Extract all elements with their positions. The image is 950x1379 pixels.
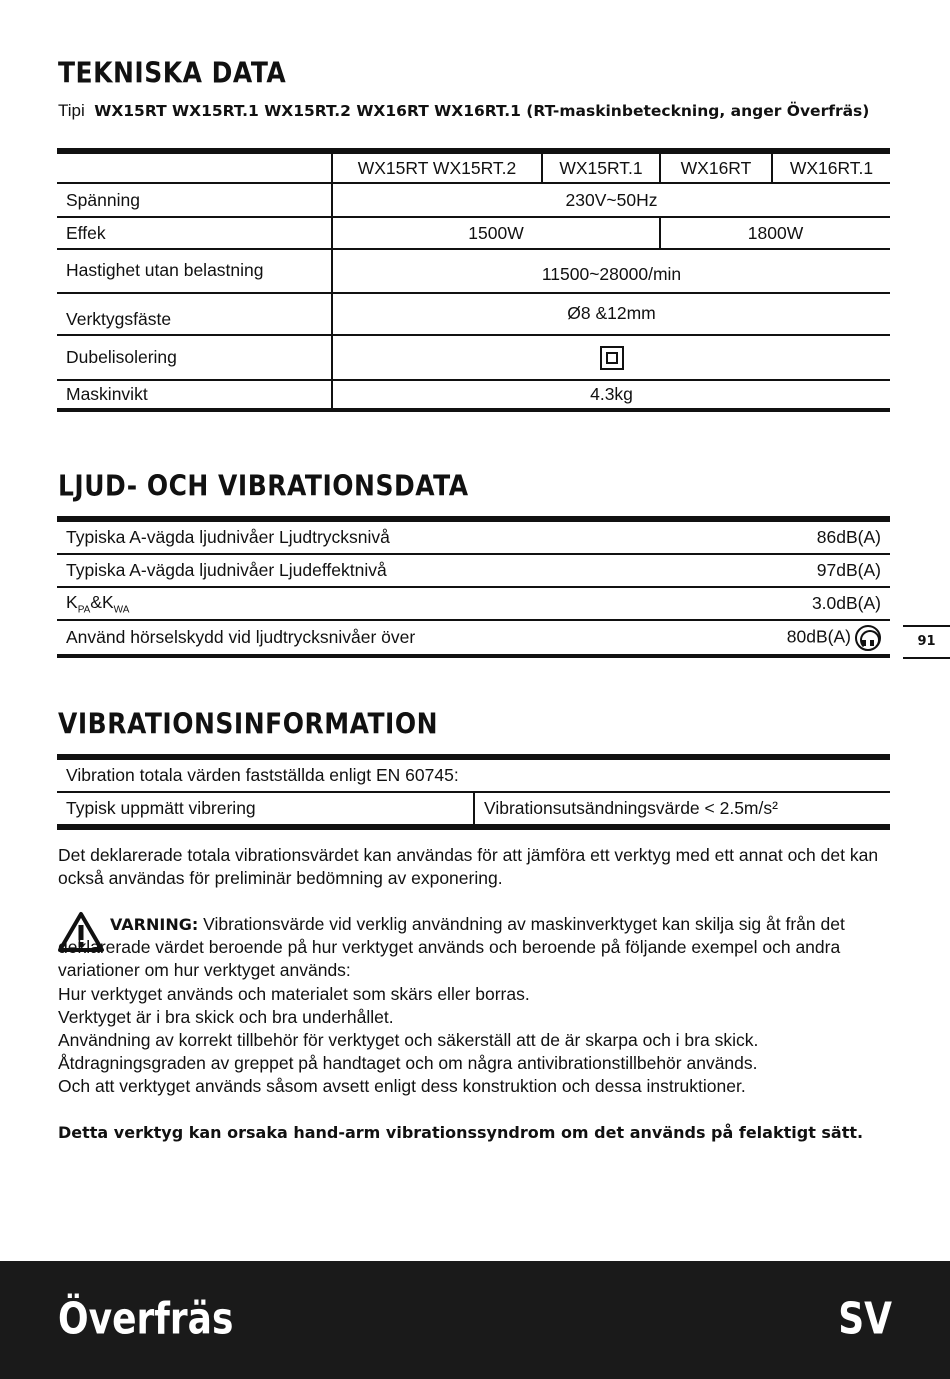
section-heading-technical-data: TEKNISKA DATA	[58, 56, 287, 90]
row-label-voltage: Spänning	[57, 183, 332, 217]
row-label-speed: Hastighet utan belastning	[57, 249, 332, 293]
sound-data-table	[57, 516, 890, 658]
table-row	[57, 620, 890, 656]
value-collet: Ø8 &12mm	[332, 293, 890, 335]
page-number: 91	[903, 625, 950, 659]
vibration-emission-value: Vibrationsutsändningsvärde < 2.5m/s²	[474, 792, 890, 827]
footer-product-title: Överfräs	[58, 1295, 234, 1345]
table-row	[57, 217, 890, 249]
table-row	[57, 792, 890, 827]
column-header: WX15RT WX15RT.2	[332, 151, 542, 183]
type-models: WX15RT WX15RT.1 WX15RT.2 WX16RT WX16RT.1 (RT-maskinbeteckning, anger Överfräs)	[94, 102, 870, 120]
warning-label: VARNING:	[110, 915, 199, 934]
type-prefix: Tipi	[58, 101, 85, 120]
table-row	[57, 335, 890, 380]
row-value: 80dB(A)	[786, 626, 851, 647]
table-row	[57, 293, 890, 335]
list-item: Åtdragningsgraden av greppet på handtaget och om några antivibrationstillbehör används.	[58, 1053, 758, 1073]
technical-data-table	[57, 148, 890, 412]
row-label-kpa-kwa: $K_{PA}\&K_{WA}$	[57, 587, 695, 620]
list-item: Verktyget är i bra skick och bra underhållet.	[58, 1007, 394, 1027]
section-heading-sound-vibration: LJUD- OCH VIBRATIONSDATA	[58, 469, 469, 503]
row-value: 86dB(A)	[695, 519, 890, 554]
value-power-b: 1800W	[660, 217, 890, 249]
footer-language-code: SV	[838, 1295, 892, 1345]
hand-arm-warning-note: Detta verktyg kan orsaka hand-arm vibrationssyndrom om det används på felaktigt sätt.	[58, 1123, 864, 1142]
model-type-line	[58, 99, 888, 123]
table-header-empty	[57, 151, 332, 183]
vibration-typical-label: Typisk uppmätt vibrering	[66, 798, 256, 818]
table-row	[57, 554, 890, 587]
row-label: Typiska A-vägda ljudnivåer Ljudtrycksnivå	[57, 519, 695, 554]
ear-protection-icon	[855, 625, 881, 651]
footer-bar	[0, 1261, 950, 1379]
row-label-power: Effek	[57, 217, 332, 249]
list-item: Och att verktyget används såsom avsett enligt dess konstruktion och dessa instruktioner.	[58, 1076, 746, 1096]
warning-text: Vibrationsvärde vid verklig användning av maskinverktyget kan skilja sig åt från det deklarerade värdet beroende på hur verktyget används och beroende på följande exempel och andra variationer om hur verktyget används:	[58, 914, 845, 980]
section-heading-vibration-info: VIBRATIONSINFORMATION	[58, 707, 439, 741]
column-header: WX16RT.1	[772, 151, 890, 183]
value-weight: 4.3kg	[332, 380, 890, 410]
table-row	[57, 380, 890, 410]
row-label: Typiska A-vägda ljudnivåer Ljudeffektnivå	[57, 554, 695, 587]
list-item: Hur verktyget används och materialet som skärs eller borras.	[58, 984, 530, 1004]
row-label-weight: Maskinvikt	[66, 384, 148, 404]
row-label-collet: Verktygsfäste	[57, 293, 332, 335]
column-header: WX16RT	[660, 151, 772, 183]
column-header: WX15RT.1	[542, 151, 660, 183]
row-label-insulation: Dubelisolering	[57, 335, 332, 380]
declared-value-paragraph: Det deklarerade totala vibrationsvärdet kan användas för att jämföra ett verktyg med ett annat och det kan också användas för preliminär bedömning av exponering.	[58, 845, 879, 888]
warning-paragraph	[58, 913, 888, 982]
value-power-a: 1500W	[332, 217, 660, 249]
table-row	[57, 249, 890, 293]
vibration-table	[57, 754, 890, 830]
table-row	[57, 183, 890, 217]
value-speed: 11500~28000/min	[332, 249, 890, 293]
row-label: Använd hörselskydd vid ljudtrycksnivåer över	[66, 627, 416, 647]
table-row	[57, 587, 890, 620]
double-insulation-icon	[600, 346, 624, 370]
value-voltage: 230V~50Hz	[332, 183, 890, 217]
row-value: 3.0dB(A)	[695, 587, 890, 620]
table-row	[57, 519, 890, 554]
table-row	[57, 757, 890, 792]
list-item: Användning av korrekt tillbehör för verktyget och säkerställ att de är skarpa och i bra skick.	[58, 1030, 759, 1050]
vibration-total-values: Vibration totala värden fastställda enligt EN 60745:	[57, 757, 890, 792]
row-value: 97dB(A)	[695, 554, 890, 587]
